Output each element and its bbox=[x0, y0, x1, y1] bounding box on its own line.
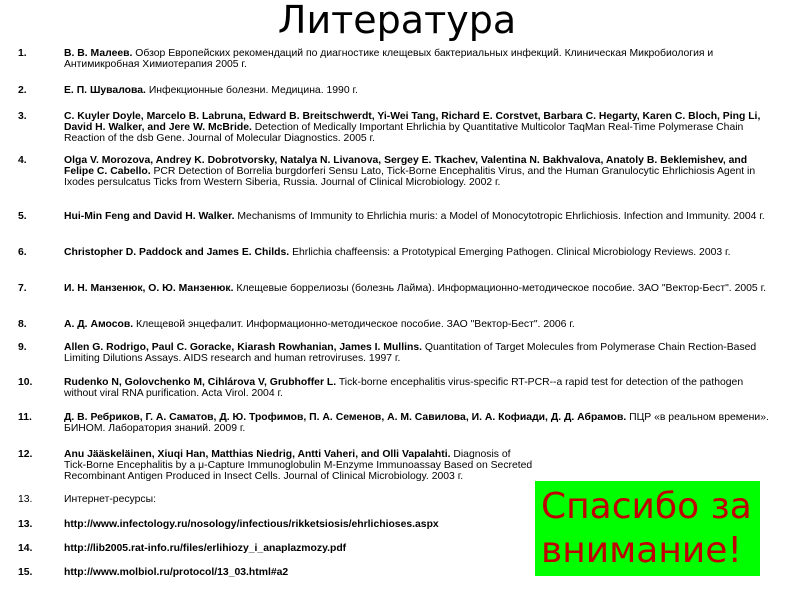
reference-number: 10. bbox=[18, 377, 33, 388]
reference-text: Diagnosis of Tick-Borne Encephalitis by a μ-Capture Immunoglobulin M-Enzyme Immunoassay Based on Secreted Recombinant Antigen Produced in Insect Cells. Journal of Clinical Microbiology. 2003 г. bbox=[64, 449, 533, 482]
reference-number: 13. bbox=[18, 519, 33, 530]
reference-authors: Allen G. Rodrigo, Paul C. Goracke, Kiarash Rowhanian, James I. Mullins. bbox=[64, 342, 422, 353]
reference-number: 4. bbox=[18, 155, 27, 166]
reference-authors: В. В. Малеев. bbox=[64, 48, 133, 59]
reference-number: 13. bbox=[18, 494, 33, 505]
reference-text: Интернет-ресурсы: bbox=[64, 494, 156, 505]
reference-text: Detection of Medically Important Ehrlichia by Quantitative Multicolor TaqMan Real-Time Polymerase Chain Reaction of the dsb Gene. Journal of Molecular Diagnostics. 2005 г. bbox=[64, 122, 744, 144]
reference-authors: Д. В. Ребриков, Г. А. Саматов, Д. Ю. Трофимов, П. А. Семенов, А. М. Савилова, И. А. Кофиади, Д. Д. Абрамов. bbox=[64, 412, 627, 423]
reference-authors: Christopher D. Paddock and James E. Childs. bbox=[64, 247, 290, 258]
reference-text: Обзор Европейских рекомендаций по диагностике клещевых бактериальных инфекций. Клиническая Микробиология и Антимикробная Химиотерапия 2005 г. bbox=[64, 48, 714, 70]
reference-authors: А. Д. Амосов. bbox=[64, 319, 134, 330]
reference-authors: Е. П. Шувалова. bbox=[64, 85, 146, 96]
reference-text: Клещевые боррелиозы (болезнь Лайма). Информационно-методическое пособие. ЗАО "Вектор-Бест". 2005 г. bbox=[233, 283, 766, 294]
reference-number: 14. bbox=[18, 543, 33, 554]
reference-number: 6. bbox=[18, 247, 27, 258]
reference-authors: Olga V. Morozova, Andrey K. Dobrotvorsky, Natalya N. Livanova, Sergey E. Tkachev, Valentina N. Bakhvalova, Anatoly B. Beklemishev, and Felipe C. Cabello. bbox=[64, 155, 748, 177]
reference-number: 1. bbox=[18, 48, 27, 59]
reference-number: 11. bbox=[18, 412, 32, 423]
reference-number: 9. bbox=[18, 342, 27, 353]
reference-number: 3. bbox=[18, 111, 27, 122]
reference-text: Quantitation of Target Molecules from Polymerase Chain Rection-Based Limiting Dilutions Assays. AIDS research and human retroviruses. 1997 г. bbox=[64, 342, 757, 364]
thank-you-box: Спасибо за внимание! bbox=[535, 481, 760, 576]
reference-link[interactable]: http://www.molbiol.ru/protocol/13_03.html#a2 bbox=[64, 567, 289, 578]
reference-number: 12. bbox=[18, 449, 33, 460]
reference-authors: Anu Jääskeläinen, Xiuqi Han, Matthias Niedrig, Antti Vaheri, and Olli Vapalahti. bbox=[64, 449, 451, 460]
reference-text: ПЦР «в реальном времени». БИНОМ. Лаборатория знаний. 2009 г. bbox=[64, 412, 769, 434]
reference-text: Mechanisms of Immunity to Ehrlichia muris: a Model of Monocytotropic Ehrlichiosis. Infection and Immunity. 2004 г. bbox=[234, 211, 765, 222]
reference-authors: C. Kuyler Doyle, Marcelo B. Labruna, Edward B. Breitschwerdt, Yi-Wei Tang, Richard E. Corstvet, Barbara C. Hegarty, Karen C. Bloch, Ping Li, David H. Walker, and Jere W. McBride. bbox=[64, 111, 761, 133]
reference-number: 5. bbox=[18, 211, 27, 222]
reference-authors: Hui-Min Feng and David H. Walker. bbox=[64, 211, 235, 222]
reference-text: PCR Detection of Borrelia burgdorferi Sensu Lato, Tick-Borne Encephalitis Virus, and the Human Granulocytic Ehrlichiosis Agent in Ixodes persulcatus Ticks from Western Siberia, Russia. Journal of Clinical Microbiology. 2002 г. bbox=[64, 166, 756, 188]
reference-number: 8. bbox=[18, 319, 27, 330]
reference-text: Tick-borne encephalitis virus-specific RT-PCR--a rapid test for detection of the pathogen without viral RNA purification. Acta Virol. 2004 г. bbox=[64, 377, 744, 399]
reference-number: 7. bbox=[18, 283, 27, 294]
page-title: Литература bbox=[277, 0, 517, 42]
reference-number: 2. bbox=[18, 85, 27, 96]
reference-authors: Rudenko N, Golovchenko M, Cihlárova V, Grubhoffer L. bbox=[64, 377, 337, 388]
reference-text: Инфекционные болезни. Медицина. 1990 г. bbox=[145, 85, 358, 96]
reference-text: Ehrlichia chaffeensis: a Prototypical Emerging Pathogen. Clinical Microbiology Reviews. 2003 г. bbox=[289, 247, 731, 258]
reference-link[interactable]: http://www.infectology.ru/nosology/infectious/rikketsiosis/ehrlichioses.aspx bbox=[64, 519, 439, 530]
reference-link[interactable]: http://lib2005.rat-info.ru/files/erlihiozy_i_anaplazmozy.pdf bbox=[64, 543, 347, 554]
reference-number: 15. bbox=[18, 567, 33, 578]
reference-authors: И. Н. Манзенюк, О. Ю. Манзенюк. bbox=[64, 283, 234, 294]
reference-text: Клещевой энцефалит. Информационно-методическое пособие. ЗАО "Вектор-Бест". 2006 г. bbox=[133, 319, 575, 330]
